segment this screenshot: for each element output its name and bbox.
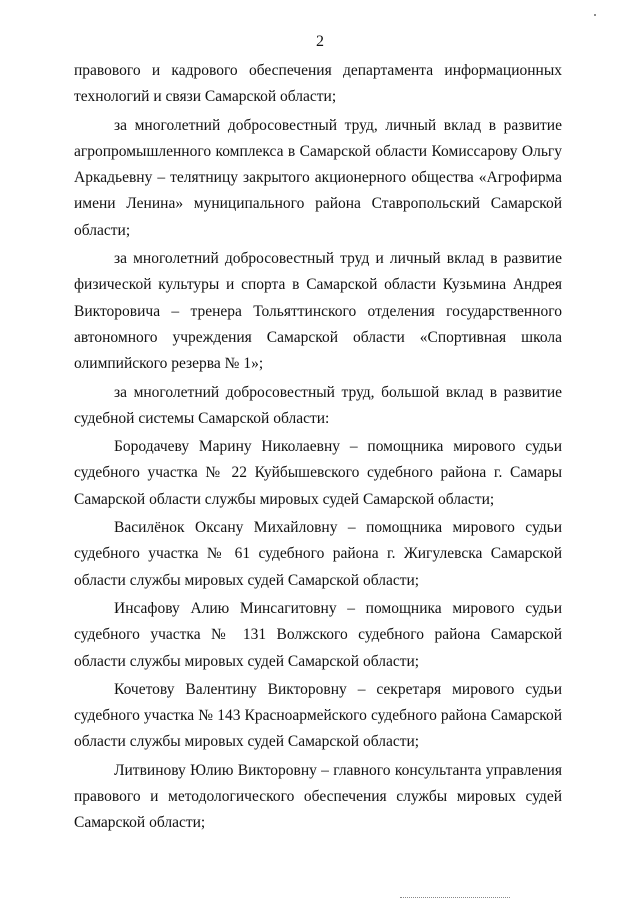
paragraph-continuation: правового и кадрового обеспечения департамента информационных технологий и связи Самарской области;: [74, 62, 562, 106]
scan-edge-mark: [400, 897, 510, 899]
paragraph-award-litvinova: Литвинову Юлию Викторовну – главного консультанта управления правового и методологического обеспечения службы мировых судей Самарской области;: [74, 761, 562, 832]
paragraph-award-borodacheva: Бородачеву Марину Николаевну – помощника мирового судьи судебного участка № 22 Куйбышевского судебного района г. Самары Самарской области службы мировых судей Самарской области;: [74, 438, 562, 508]
paragraph-award-insafova: Инсафову Алию Минсагитовну – помощника мирового судьи судебного участка № 131 Волжского судебного района Самарской области службы мировых судей Самарской области;: [74, 599, 562, 670]
paragraph-award-komissarova: за многолетний добросовестный труд, личный вклад в развитие агропромышленного комплекса в Самарской области Комиссарову Ольгу Аркадьевну – телятницу закрытого акционерного общества «Агрофирма имени Ленина» муниципального района Ставропольский Самарской области;: [74, 116, 562, 239]
paragraph-award-judicial-intro: за многолетний добросовестный труд, большой вклад в развитие судебной системы Самарской области:: [74, 383, 562, 427]
paragraph-award-kuzmin: за многолетний добросовестный труд и личный вклад в развитие физической культуры и спорта в Самарской области Кузьмина Андрея Викторовича – тренера Тольяттинского отделения государственного автономного учреждения Самарской области «Спортивная школа олимпийского резерва № 1»;: [74, 250, 562, 373]
scan-speck: [594, 14, 596, 16]
document-body: [74, 58, 562, 837]
page-number: 2: [316, 33, 324, 50]
paragraph-award-vasilenok: Василёнок Оксану Михайловну – помощника мирового судьи судебного участка № 61 судебного района г. Жигулевска Самарской области службы мировых судей Самарской области;: [74, 519, 562, 589]
paragraph-award-kochetova: Кочетову Валентину Викторовну – секретаря мирового судьи судебного участка № 143 Красноармейского судебного района Самарской области службы мировых судей Самарской области;: [74, 680, 562, 751]
